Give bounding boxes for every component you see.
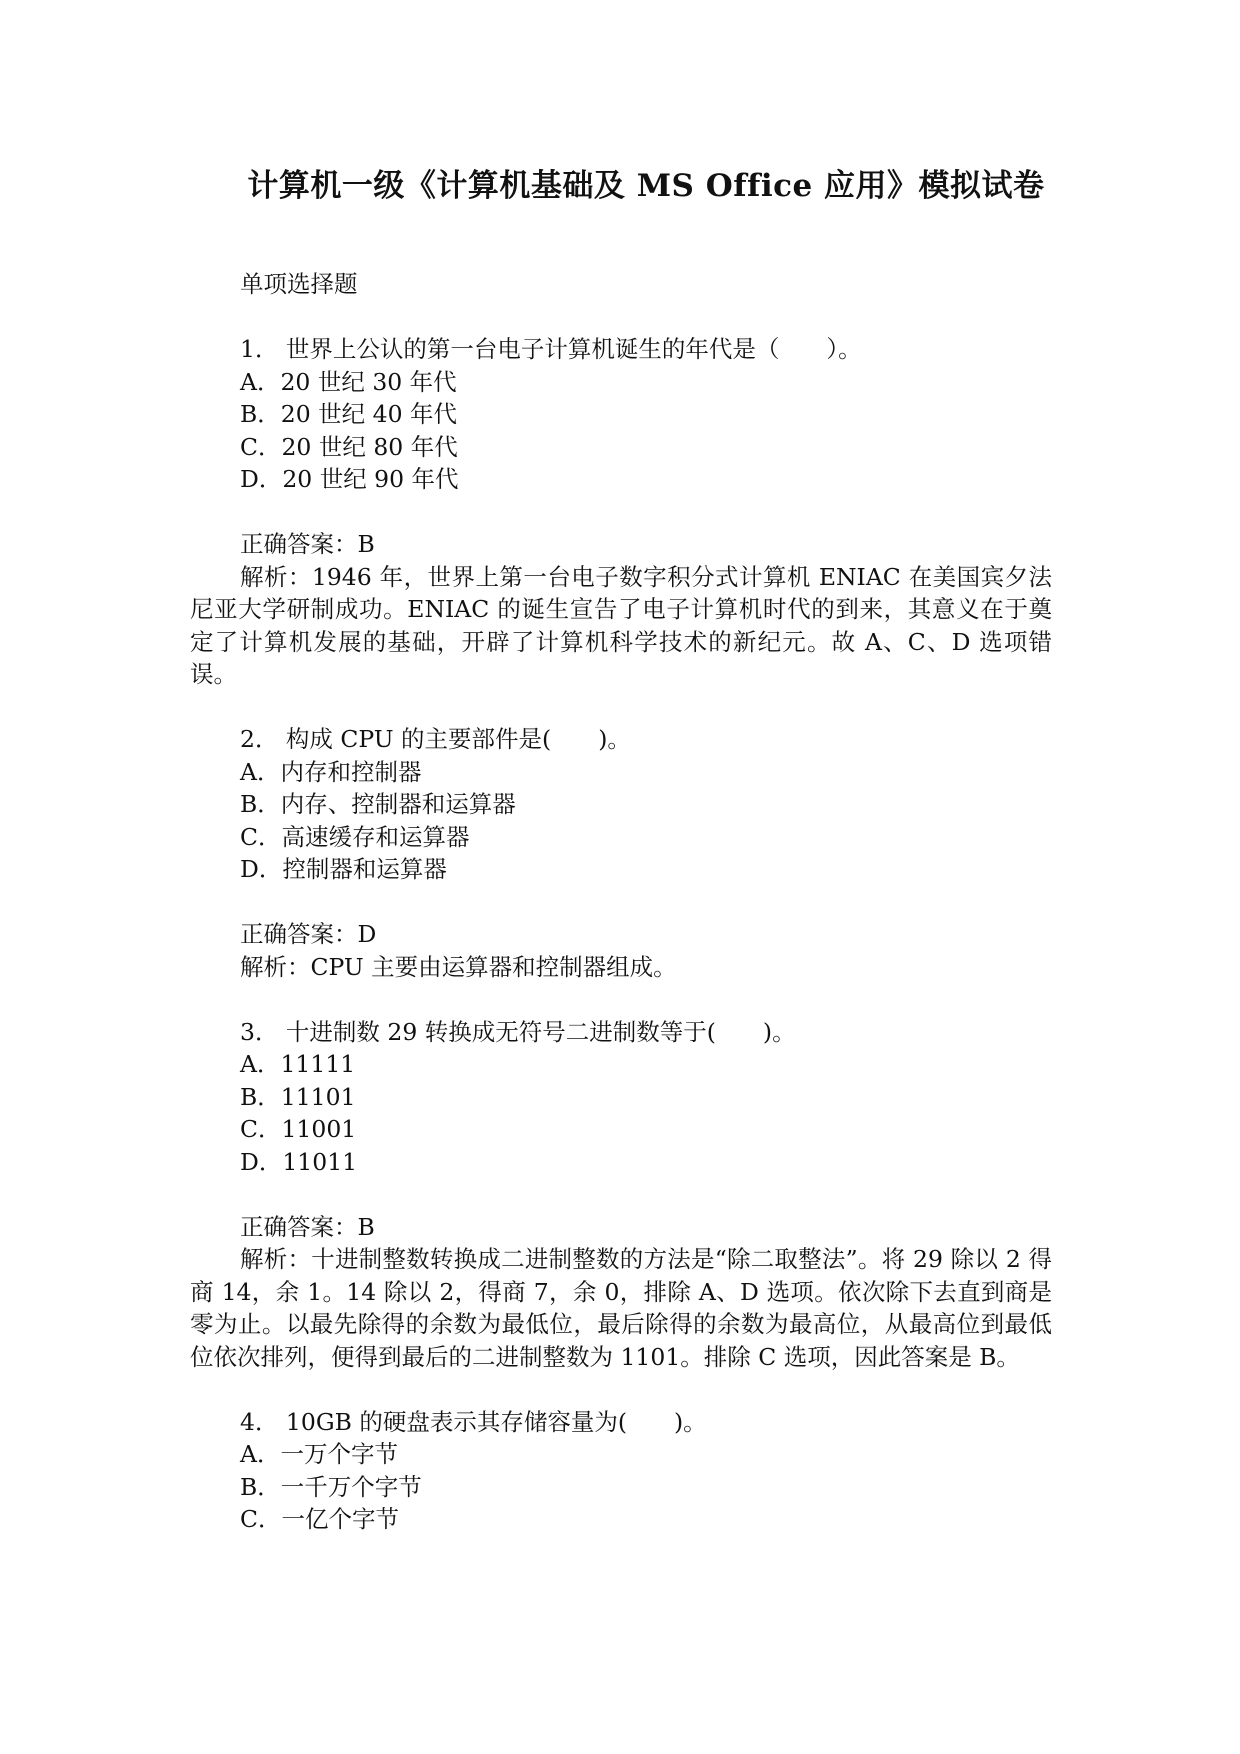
- option-a: A．11111: [240, 1050, 356, 1078]
- question-stem: 3． 十进制数 29 转换成无符号二进制数等于( )。: [240, 1017, 796, 1046]
- option-b: B．一千万个字节: [240, 1472, 422, 1501]
- option-c: C．一亿个字节: [240, 1505, 399, 1533]
- option-d: D．控制器和运算器: [240, 855, 447, 883]
- option-c: C．11001: [240, 1115, 357, 1143]
- option-b: B．11101: [240, 1082, 356, 1111]
- explanation: 解析：1946 年，世界上第一台电子数字积分式计算机 ENIAC 在美国宾夕法尼亚大学研制成功。ENIAC 的诞生宣告了电子计算机时代的到来，其意义在于奠定了计算机发展的基础，开辟了计算机科学技术的新纪元。故 A、C、D 选项错误。: [190, 562, 1052, 688]
- option-a: A．一万个字节: [240, 1440, 398, 1468]
- question-stem: 2． 构成 CPU 的主要部件是( )。: [240, 725, 631, 753]
- option-d: D．11011: [240, 1147, 358, 1176]
- option-b: B．20 世纪 40 年代: [240, 400, 457, 428]
- option-c: C．20 世纪 80 年代: [240, 432, 458, 461]
- explanation: 解析：十进制整数转换成二进制整数的方法是“除二取整法”。将 29 除以 2 得商 14，余 1。14 除以 2，得商 7，余 0，排除 A、D 选项。依次除下去直到商是零为止。以最先除得的余数为最低位，最后除得的余数为最高位，从最高位到最低位依次排列，便得到最后的二进制整数为 1101。排除 C 选项，因此答案是 B。: [190, 1245, 1052, 1371]
- explanation: 解析：CPU 主要由运算器和控制器组成。: [240, 952, 677, 981]
- correct-answer: 正确答案：B: [240, 530, 375, 558]
- section-heading: 单项选择题: [240, 270, 358, 298]
- question-4: [190, 1406, 1052, 1536]
- option-a: A．内存和控制器: [240, 757, 422, 786]
- correct-answer: 正确答案：B: [240, 1212, 375, 1241]
- question-stem: 1． 世界上公认的第一台电子计算机诞生的年代是（ ）。: [240, 335, 862, 363]
- option-a: A．20 世纪 30 年代: [240, 367, 457, 396]
- document-title: 计算机一级《计算机基础及 MS Office 应用》模拟试卷: [247, 168, 1045, 204]
- option-c: C．高速缓存和运算器: [240, 822, 470, 851]
- question-3: [190, 1016, 1052, 1374]
- question-stem: 4． 10GB 的硬盘表示其存储容量为( )。: [240, 1407, 707, 1436]
- document-body: [190, 268, 1052, 1536]
- correct-answer: 正确答案：D: [240, 920, 377, 948]
- option-b: B．内存、控制器和运算器: [240, 790, 516, 818]
- option-d: D．20 世纪 90 年代: [240, 465, 459, 493]
- question-2: [190, 723, 1052, 983]
- question-1: [190, 333, 1052, 691]
